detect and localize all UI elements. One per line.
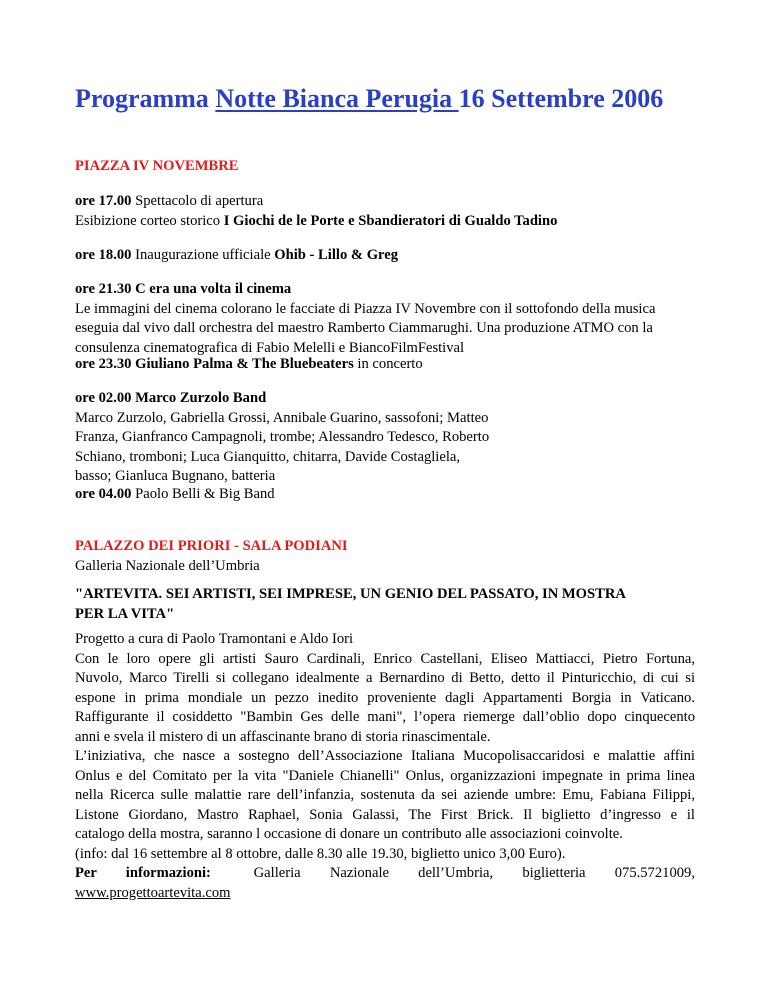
section-palazzo <box>75 537 695 576</box>
event-2330: ore 23.30 Giuliano Palma & The Bluebeaters in concerto <box>75 356 423 372</box>
page-title: Programma Notte Bianca Perugia 16 Settembre 2006 <box>75 84 664 113</box>
event-time: ore 17.00 <box>75 193 132 209</box>
event-0200: ore 02.00 Marco Zurzolo Band Marco Zurzolo, Gabriella Grossi, Annibale Guarino, sassofoni; Matteo Franza, Gianfranco Campagnoli, trombe; Alessandro Tedesco, Roberto Schiano, tromboni; Luca Gianquitto, chitarra, Davide Costagliela, basso; Gianluca Bugnano, batteria <box>75 390 490 484</box>
website-link[interactable]: www.progettoartevita.com <box>75 884 231 901</box>
event-1700: ore 17.00 Spettacolo di apertura Esibizione corteo storico I Giochi de le Porte e Sbandieratori di Gualdo Tadino <box>75 193 558 229</box>
exhibit-description: Progetto a cura di Paolo Tramontani e Aldo Iori Con le loro opere gli artisti Sauro Cardinali, Enrico Castellani, Eliseo Mattiacci, Pietro Fortuna, Nuvolo, Marco Tirelli si collegano idealmente a Bernardino di Betto, detto il Pinturicchio, di cui si espone in prima mondiale un pezzo inedito proveniente dagli Appartamenti Borgia in Vaticano. Raffigurante il cosiddetto "Bambin Ges delle mani", l’opera riemerge dall’oblio dopo cinquecento anni e svela il mistero di un affascinante brano di storia rinascimentale. L’iniziativa, che nasce a sostegno dell’Associazione Italiana Mucopolisaccaridosi e malattie affini Onlus e del Comitato per la vita "Daniele Chianelli" Onlus, organizzazioni impegnate in prima linea nella Ricerca sulle malattie rare dell’infanzia, sostenuta da sei aziende umbre: Emu, Fabiana Filippi, Listone Giordano, Mastro Raphael, Sonia Galassi, The First Brick. Il biglietto d’ingresso e il catalogo della mostra, saranno l occasione di donare un contributo alle associazioni coinvolte. (info: dal 16 settembre al 8 ottobre, dalle 8.30 alle 19.30, biglietto unico 3,00 Euro). Per informazioni: Galleria Nazionale dell’Umbria, biglietteria 075.5721009, www.progettoartevita.com <box>75 631 695 901</box>
info-line: Per informazioni: Galleria Nazionale dell’Umbria, biglietteria 075.5721009, <box>75 865 695 881</box>
event-time: ore 04.00 <box>75 486 132 502</box>
section-heading-palazzo: PALAZZO DEI PRIORI - SALA PODIANI <box>75 538 348 554</box>
event-time: ore 18.00 <box>75 247 132 263</box>
exhibit-title: "ARTEVITA. SEI ARTISTI, SEI IMPRESE, UN GENIO DEL PASSATO, IN MOSTRA PER LA VITA" <box>75 586 626 622</box>
event-0400: ore 04.00 Paolo Belli & Big Band <box>75 486 275 502</box>
event-2130: ore 21.30 C era una volta il cinema Le immagini del cinema colorano le facciate di Piazza IV Novembre con il sottofondo della musica eseguia dal vivo dall orchestra del maestro Ramberto Ciammarughi. Una produzione ATMO con la consulenza cinematografica di Fabio Melelli e BiancoFilmFestival <box>75 281 656 356</box>
title-event-name: Notte Bianca Perugia <box>215 84 459 113</box>
section-heading-piazza: PIAZZA IV NOVEMBRE <box>75 158 239 174</box>
event-1800: ore 18.00 Inaugurazione ufficiale Ohib - Lillo & Greg <box>75 247 399 263</box>
section-subheading: Galleria Nazionale dell’Umbria <box>75 557 260 574</box>
